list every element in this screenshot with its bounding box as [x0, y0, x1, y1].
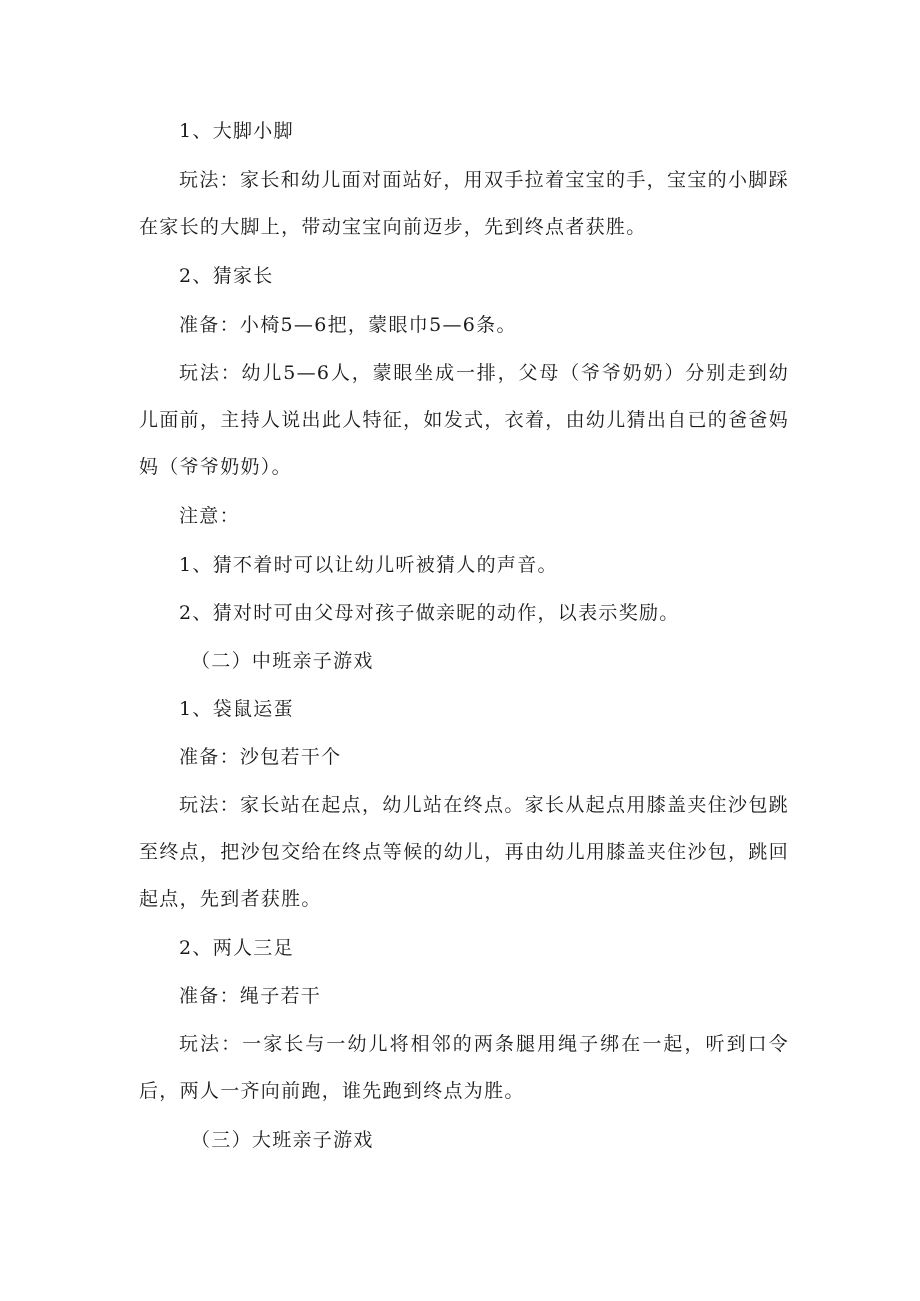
paragraph-big-feet-rules: 玩法：家长和幼儿面对面站好，用双手拉着宝宝的手，宝宝的小脚踩在家长的大脚上，带动宝宝向前迈步，先到终点者获胜。	[139, 169, 789, 238]
heading-guess-parent: 2、猜家长	[179, 265, 274, 287]
heading-three-legged: 2、两人三足	[179, 937, 294, 959]
paragraph-guess-parent-prep: 准备：小椅5—6把，蒙眼巾5—6条。	[179, 314, 517, 336]
paragraph-notes-label: 注意：	[179, 505, 240, 527]
paragraph-three-legged-rules: 玩法：一家长与一幼儿将相邻的两条腿用绳子绑在一起，听到口令后，两人一齐向前跑，谁先跑到终点为胜。	[139, 1033, 789, 1102]
section-heading-senior-class: （三）大班亲子游戏	[191, 1129, 374, 1151]
paragraph-note-2: 2、猜对时可由父母对孩子做亲昵的动作，以表示奖励。	[179, 602, 680, 624]
paragraph-guess-parent-rules: 玩法：幼儿5—6人，蒙眼坐成一排，父母（爷爷奶奶）分别走到幼儿面前，主持人说出此人特征，如发式，衣着，由幼儿猜出自已的爸爸妈妈（爷爷奶奶）。	[139, 362, 789, 478]
paragraph-kangaroo-rules: 玩法：家长站在起点，幼儿站在终点。家长从起点用膝盖夹住沙包跳至终点，把沙包交给在终点等候的幼儿，再由幼儿用膝盖夹住沙包，跳回起点，先到者获胜。	[139, 794, 789, 910]
paragraph-note-1: 1、猜不着时可以让幼儿听被猜人的声音。	[179, 554, 558, 576]
paragraph-three-legged-prep: 准备：绳子若干	[179, 985, 322, 1007]
section-heading-middle-class: （二）中班亲子游戏	[191, 650, 374, 672]
heading-big-feet-small-feet: 1、大脚小脚	[179, 120, 294, 142]
paragraph-kangaroo-prep: 准备：沙包若干个	[179, 746, 342, 768]
heading-kangaroo-egg: 1、袋鼠运蛋	[179, 698, 294, 720]
